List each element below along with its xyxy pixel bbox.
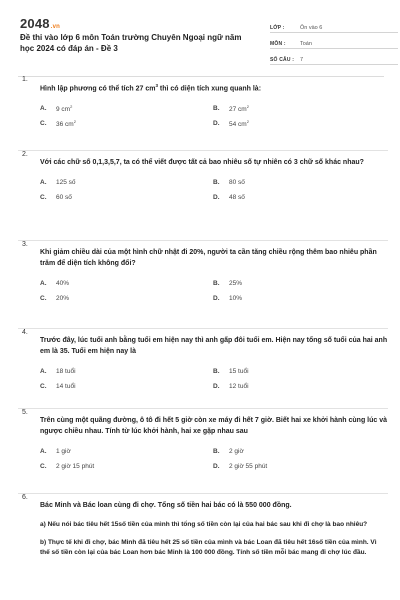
question-number: 6. (22, 494, 28, 501)
question-1 (18, 76, 388, 151)
option-a[interactable]: A. 18 tuổi (40, 367, 76, 375)
option-d[interactable]: D. 12 tuổi (213, 382, 249, 390)
answer-options (40, 278, 388, 303)
question-text: Khi giảm chiều dài của một hình chữ nhật đi 20%, người ta cần tăng chiều rộng thêm bao nhiêu phần trăm để diện tích không đổi? (40, 249, 377, 267)
question-number: 2. (22, 151, 28, 158)
option-b[interactable]: B. 2 giờ (213, 447, 244, 455)
site-logo[interactable]: 2048.vn (20, 16, 61, 31)
answer-options (40, 446, 388, 471)
option-c[interactable]: C. 14 tuổi (40, 382, 76, 390)
question-number: 4. (22, 329, 28, 336)
option-c[interactable]: C. 60 số (40, 193, 72, 201)
question-2 (18, 151, 388, 241)
question-number: 1. (22, 76, 28, 83)
meta-class-row: LỚP : Ôn vào 6 (270, 20, 398, 33)
option-c[interactable]: C. 36 $cm^2$ (40, 118, 76, 128)
option-c[interactable]: C. 20% (40, 294, 70, 302)
question-4 (18, 329, 388, 409)
question-list (18, 76, 388, 558)
option-d[interactable]: D. 2 giờ 55 phút (213, 462, 268, 470)
question-text: Hình lập phương có thể tích 27 $cm^3$ thì có diện tích xung quanh là: (40, 83, 262, 93)
option-c[interactable]: C. 2 giờ 15 phút (40, 462, 95, 470)
option-d[interactable]: D. 48 số (213, 193, 245, 201)
option-b[interactable]: B. 25% (213, 279, 243, 287)
option-a[interactable]: A. 1 giờ (40, 447, 71, 455)
page-header (18, 10, 388, 74)
question-text: Trên cùng một quãng đường, ô tô đi hết 5 giờ còn xe máy đi hết 7 giờ. Biết hai xe khởi hành cùng lúc và ngược chiều nhau. Tính từ lúc khởi hành, hai xe gặp nhau sau (40, 417, 388, 435)
option-b[interactable]: B. 80 số (213, 178, 245, 186)
question-number: 3. (22, 241, 28, 248)
question-text: Trước đây, lúc tuổi anh bằng tuổi em hiện nay thì anh gấp đôi tuổi em. Hiện nay tổng số tuổi của hai anh em là 35. Tuổi em hiện nay là (40, 337, 388, 355)
option-a[interactable]: A. 9 $cm^2$ (40, 103, 73, 113)
option-d[interactable]: D. 10% (213, 294, 243, 302)
answer-options (40, 103, 388, 128)
sub-question-b: b) Thực tế khi đi chợ, bác Minh đã tiêu hết 25 số tiền của mình và bác Loan đã tiêu hết 16số tiền của mình. Vì thế số tiền còn lại của bác Loan hơn bác Minh là 100 000 đồng. Tính số tiền mỗi bác mang đi chợ lúc đầu. (40, 539, 377, 556)
option-a[interactable]: A. 40% (40, 279, 70, 287)
answer-options (40, 366, 388, 391)
info-box (270, 20, 398, 68)
meta-question-count-row: SỐ CÂU : 7 (270, 52, 398, 65)
option-b[interactable]: B. 27 $cm^2$ (213, 103, 249, 113)
option-a[interactable]: A. 125 số (40, 178, 76, 186)
document-title: Đề thi vào lớp 6 môn Toán trường Chuyên Ngoại ngữ năm học 2024 có đáp án - Đề 3 (20, 33, 242, 53)
option-d[interactable]: D. 54 $cm^2$ (213, 118, 249, 128)
sub-question-a: a) Nếu nói bác tiêu hết 15số tiền của mình thì tổng số tiền còn lại của hai bác sau khi đi chợ là bao nhiêu? (40, 521, 368, 528)
answer-options (40, 177, 388, 202)
option-b[interactable]: B. 15 tuổi (213, 367, 249, 375)
question-text: Bác Minh và Bác loan cùng đi chợ. Tổng số tiền hai bác có là 550 000 đồng. (40, 502, 292, 509)
question-6 (18, 494, 388, 558)
question-5 (18, 409, 388, 494)
question-3 (18, 241, 388, 329)
question-number: 5. (22, 409, 28, 416)
meta-subject-row: MÔN : Toán (270, 36, 398, 49)
question-text: Với các chữ số 0,1,3,5,7, ta có thể viết được tất cả bao nhiêu số tự nhiên có 3 chữ số khác nhau? (40, 159, 364, 166)
